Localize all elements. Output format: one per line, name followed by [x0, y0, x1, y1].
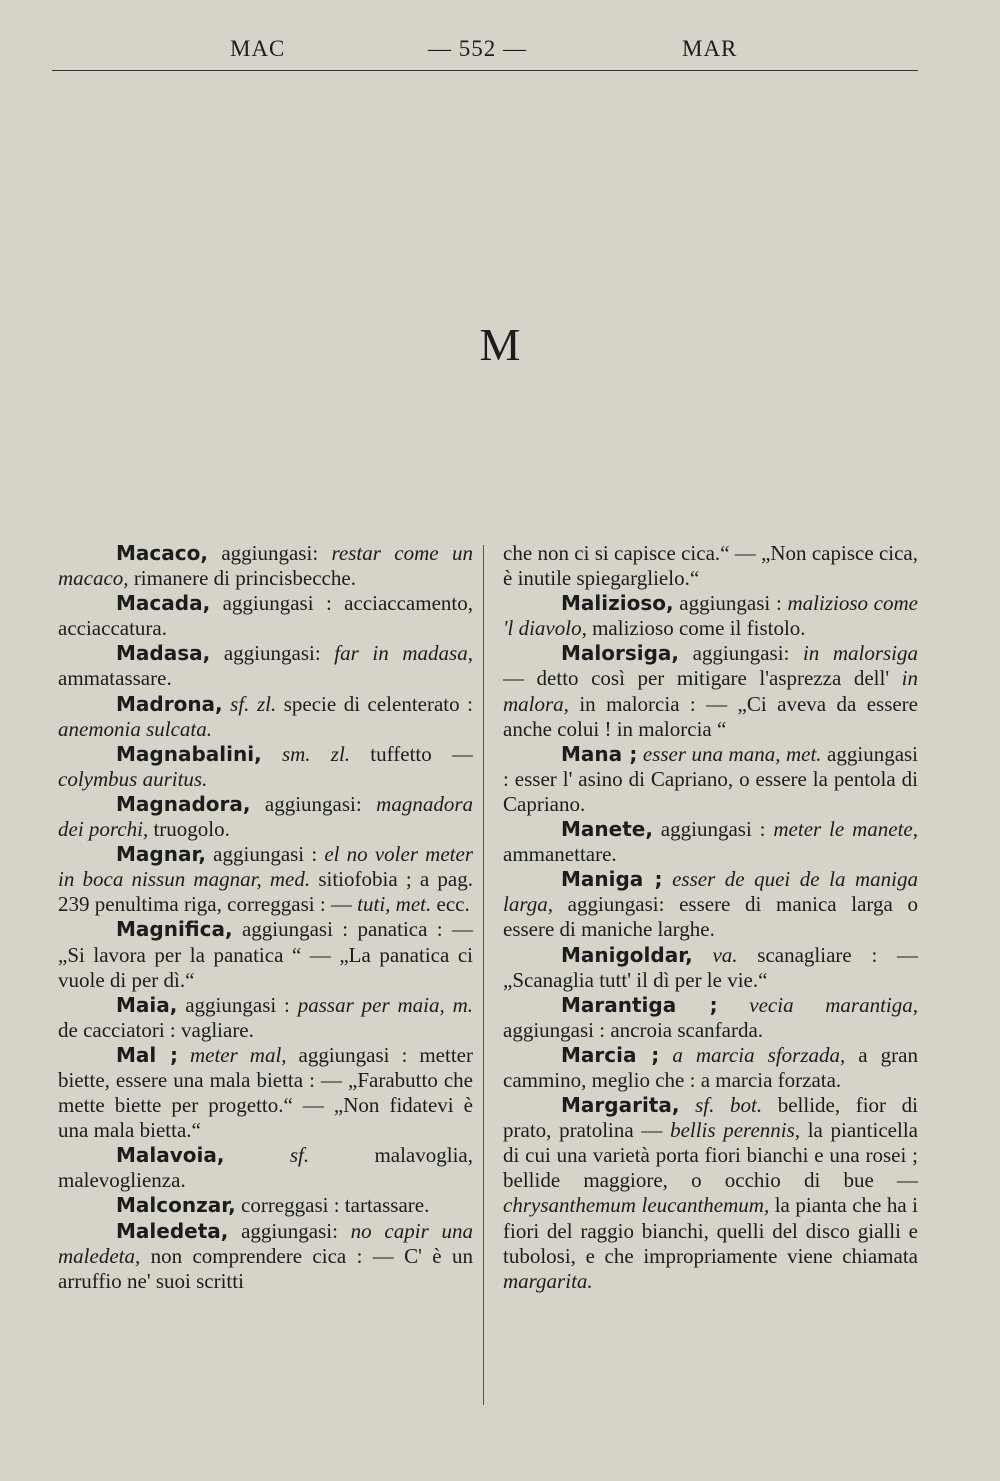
running-header — [52, 36, 918, 71]
dictionary-entry — [58, 993, 473, 1043]
headword: Madrona, — [116, 691, 223, 716]
definition-text: malavoglia, malevoglienza. — [58, 1143, 473, 1193]
italic-text: vecia marantiga, — [749, 992, 919, 1017]
headword: Malizioso, — [561, 591, 674, 616]
page-number: — 552 — — [428, 36, 527, 61]
italic-text: sf. bot. — [695, 1093, 763, 1118]
headword: Magnabalini, — [116, 741, 262, 766]
dictionary-entry — [503, 993, 918, 1043]
definition-text: aggiungasi: — [679, 641, 803, 666]
definition-text — [663, 867, 673, 891]
italic-text: bellis perennis, — [670, 1118, 801, 1143]
headword: Malconzar, — [116, 1193, 236, 1218]
italic-text: colymbus auritus. — [58, 766, 208, 791]
definition-text: de cacciatori : vagliare. — [58, 1017, 254, 1042]
italic-text: esser una mana, met. — [642, 741, 822, 766]
italic-text: passar per maia, m. — [297, 992, 473, 1017]
italic-text: magnadora dei porchi, — [58, 791, 473, 842]
headword: Malavoia, — [116, 1143, 225, 1168]
definition-text: aggiungasi: — [207, 541, 332, 565]
definition-text: correggasi : tartassare. — [235, 1193, 430, 1218]
headword: Mal ; — [116, 1042, 178, 1067]
italic-text: restar come un macaco, — [58, 541, 473, 591]
definition-text — [693, 943, 713, 967]
definition-text: aggiungasi : — [673, 591, 788, 616]
definition-text — [178, 1043, 190, 1067]
dictionary-entry — [503, 867, 918, 942]
dictionary-entry — [58, 1193, 473, 1218]
definition-text: aggiungasi : esser l' asino di Capriano, o essere la pentola di Capriano. — [503, 741, 919, 816]
definition-text: malizioso come il fistolo. — [586, 616, 806, 641]
dictionary-entry — [503, 541, 918, 591]
definition-text: ammatassare. — [58, 666, 172, 691]
italic-text: a marcia sforzada, — [672, 1042, 846, 1067]
italic-text: meter mal, — [189, 1042, 287, 1067]
definition-text: aggiungasi: essere di manica larga o essere di maniche larghe. — [503, 892, 918, 942]
section-letter: M — [479, 319, 521, 370]
definition-text: che non ci si capisce cica.“ — „Non capisce cica, è inutile spiegarglielo.“ — [503, 541, 918, 591]
italic-text: in malora, — [503, 666, 918, 716]
definition-text: aggiungasi: — [210, 641, 335, 666]
definition-text: specie di celenterato : — [276, 691, 473, 716]
italic-text: chrysanthemum leucanthemum, — [503, 1193, 770, 1218]
headword: Manigoldar, — [561, 942, 693, 967]
right-column — [503, 541, 918, 1294]
definition-text — [679, 1093, 695, 1117]
headword: Margarita, — [561, 1093, 680, 1118]
definition-text: aggiungasi : — [177, 992, 298, 1017]
italic-text: far in madasa, — [334, 641, 473, 666]
dictionary-entry — [58, 917, 473, 992]
dictionary-entry — [58, 842, 473, 917]
header-left-guideword: MAC — [230, 36, 286, 61]
definition-text: aggiungasi: — [250, 791, 377, 816]
headword: Maniga ; — [561, 867, 663, 892]
definition-text: bellide, fior di prato, pratolina — — [503, 1093, 919, 1143]
dictionary-entry — [503, 943, 918, 993]
definition-text: aggiungasi : — [205, 842, 325, 867]
headword: Maledeta, — [116, 1218, 229, 1243]
italic-text: va. — [712, 942, 738, 967]
italic-text: anemonia sulcata. — [58, 716, 212, 741]
definition-text: la pianta che ha i fiori del raggio bianchi, quelli del disco gialli e tubolosi, e che impropriamente viene chiamata — [503, 1193, 919, 1268]
definition-text: aggiungasi : — [652, 817, 774, 842]
italic-text: meter le manete, — [773, 817, 918, 842]
dictionary-entry — [58, 1219, 473, 1294]
dictionary-entry — [58, 1143, 473, 1193]
headword: Marcia ; — [561, 1042, 660, 1067]
dictionary-entry — [503, 591, 918, 641]
definition-text — [659, 1043, 672, 1067]
definition-text: aggiungasi : metter biette, essere una mala bietta : — „Farabutto che mette biette per progetto.“ — „Non fidatevi è una mala bietta.“ — [58, 1042, 473, 1143]
definition-text: ammanettare. — [503, 842, 617, 867]
italic-text: no capir una maledeta, — [58, 1218, 473, 1268]
headword: Madasa, — [116, 641, 211, 666]
definition-text: aggiungasi : ancroia scanfarda. — [503, 1017, 764, 1042]
dictionary-entry — [58, 1043, 473, 1143]
dictionary-entry — [503, 1093, 918, 1294]
definition-text: sitiofobia ; a pag. 239 penultima riga, correggasi : — — [58, 867, 473, 917]
dictionary-entry — [503, 742, 918, 817]
dictionary-entry — [58, 742, 473, 792]
definition-text: truogolo. — [148, 817, 230, 842]
italic-text: tuti, met. — [357, 892, 432, 917]
headword: Maia, — [116, 992, 178, 1017]
definition-text: rimanere di princisbecche. — [128, 566, 356, 591]
italic-text: sf. — [289, 1143, 310, 1168]
headword: Macada, — [116, 591, 211, 616]
column-divider — [483, 545, 484, 1405]
definition-text — [718, 993, 750, 1017]
italic-text: sf. zl. — [230, 691, 277, 716]
italic-text: esser de quei de la maniga larga, — [503, 867, 919, 917]
italic-text: malizioso come 'l diavolo, — [503, 591, 918, 641]
header-right-guideword: MAR — [682, 36, 738, 61]
italic-text: el no voler meter in boca nissun magnar, med. — [58, 842, 473, 892]
definition-text — [262, 742, 282, 766]
definition-text: — detto così per mitigare l'asprezza dell' — [503, 666, 902, 691]
dictionary-entry — [503, 1043, 918, 1093]
dictionary-entry — [503, 817, 918, 867]
definition-text: aggiungasi : acciaccamento, acciaccatura. — [58, 591, 473, 641]
definition-text: a gran cammino, meglio che : a marcia forzata. — [503, 1042, 918, 1092]
italic-text: margarita. — [503, 1268, 593, 1293]
definition-text: scanagliare : — „Scanaglia tutt' il dì per le vie.“ — [503, 942, 919, 992]
headword: Macaco, — [116, 541, 208, 565]
dictionary-entry — [58, 692, 473, 742]
left-column — [58, 541, 473, 1294]
headword: Magnar, — [116, 842, 206, 867]
definition-text: aggiungasi : panatica : — „Si lavora per la panatica “ — „La panatica ci vuole di per dì.“ — [58, 917, 473, 992]
italic-text: in malorsiga — [802, 641, 918, 666]
headword: Mana ; — [561, 741, 638, 766]
dictionary-entry — [503, 641, 918, 741]
definition-text: in malorcia : — „Ci aveva da essere anche colui ! in malorcia “ — [503, 691, 918, 741]
dictionary-entry — [58, 792, 473, 842]
dictionary-entry — [58, 641, 473, 691]
definition-text: la pianticella di cui una varietà porta fiori bianchi e una rosei ; bellide maggiore, o occhio di bue — — [503, 1118, 918, 1193]
definition-text: ecc. — [431, 892, 470, 917]
headword: Manete, — [561, 817, 653, 842]
definition-text: non comprendere cica : — C' è un arruffio ne' suoi scritti — [58, 1243, 473, 1293]
headword: Magnifica, — [116, 917, 233, 942]
definition-text: aggiungasi: — [228, 1218, 351, 1243]
dictionary-entry — [58, 591, 473, 641]
headword: Magnadora, — [116, 791, 251, 816]
headword: Malorsiga, — [561, 641, 680, 666]
definition-text — [224, 1143, 289, 1167]
headword: Marantiga ; — [561, 992, 718, 1017]
italic-text: sm. zl. — [281, 741, 351, 766]
definition-text: tuffetto — — [350, 741, 473, 766]
dictionary-entry — [58, 541, 473, 591]
